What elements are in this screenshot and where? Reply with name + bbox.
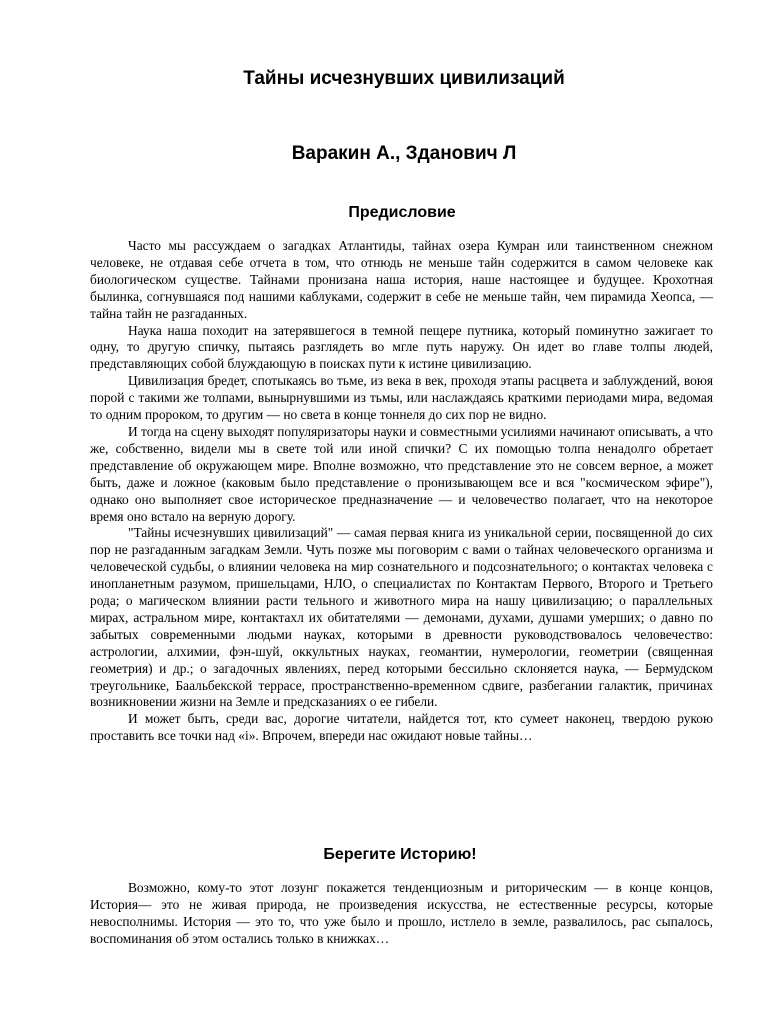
preface-paragraph: И тогда на сцену выходят популяризаторы науки и совместными усилиями начинают описывать, а что же, собственно, видели мы в свете той или иной спички? С их помощью толпа ненадолго обретает представление об окружающем мире. Вполне возможно, что представление это не совсем верное, а может быть, даже и ложное (каковым было представление о пронизывающем все и вся "космическом эфире"), однако оно выполняет свое историческое предназначение — и человечество полагает, что на некоторое время оно встало на верную дорогу. (90, 423, 713, 524)
document-title: Тайны исчезнувших цивилизаций (243, 68, 565, 89)
preface-heading: Предисловие (348, 204, 456, 221)
history-body (90, 880, 713, 948)
preface-body (90, 238, 713, 745)
document-authors: Варакин А., Зданович Л (291, 143, 517, 164)
preface-paragraph: Цивилизация бредет, спотыкаясь во тьме, из века в век, проходя этапы расцвета и заблуждений, воюя порой с такими же толпами, вынырнувшими из тьмы, или наслаждаясь краткими периодами мира, ведомая то одним пророком, то другим — но света в конце тоннеля до сих пор не видно. (90, 373, 713, 423)
preface-paragraph: Часто мы рассуждаем о загадках Атлантиды, тайнах озера Кумран или таинственном снежном человеке, не отдавая себе отчета в том, что отнюдь не меньше тайн содержится в самом человеке как биологическом существе. Тайнами пронизана наша история, наше настоящее и будущее. Крохотная былинка, согнувшаяся под нашими каблуками, содержит в себе не меньше тайн, чем пирамида Хеопса, — тайна тайн не разгаданных. (90, 238, 713, 321)
preface-paragraph: "Тайны исчезнувших цивилизаций" — самая первая книга из уникальной серии, посвященной до сих пор не разгаданным загадкам Земли. Чуть позже мы поговорим с вами о тайнах человеческого организма и человеческой судьбы, о влиянии человека на мир сознательного и подсознательного; о контактах человека с инопланетным разумом, пришельцами, НЛО, о специалистах по Контактам Первого, Второго и Третьего рода; о магическом влиянии расти тельного и животного мира на нашу цивилизацию; о параллельных мирах, астральном мире, контактахл их обитателями — демонами, духами, душами умерших; о давно по забытых современными людьми науках, которыми в древности руководствовалось человечество: астрологии, алхимии, фэн-шуй, оккультных науках, геомантии, нумерологии, геометрии (священная геометрия) и др.; о загадочных явлениях, перед которыми бессильно склоняется наука, — Бермудском треугольнике, Баальбекской террасе, пространственно-временном сдвиге, разбегании галактик, причинах возникновении жизни на Земле и предсказаниях о ее гибели. (90, 525, 713, 710)
preface-paragraph: Наука наша походит на затерявшегося в темной пещере путника, который поминутно зажигает то одну, то другую спичку, пытаясь разглядеть во мгле путь наружу. Он идет во главе толпы людей, представляющих собой блуждающую в поисках пути к истине цивилизацию. (90, 322, 713, 372)
history-heading: Берегите Историю! (323, 846, 477, 863)
preface-paragraph: И может быть, среди вас, дорогие читатели, найдется тот, кто сумеет наконец, твердою рукою проставить все точки над «і». Впрочем, впереди нас ожидают новые тайны… (90, 711, 713, 744)
history-paragraph: Возможно, кому-то этот лозунг покажется тенденциозным и риторическим — в конце концов, История— это не живая природа, не произведения искусства, не естественные ресурсы, которые невосполнимы. История — это то, что уже было и прошло, истлело в земле, развалилось, рас сыпалось, воспоминания об этом остались только в книжках… (90, 880, 713, 946)
